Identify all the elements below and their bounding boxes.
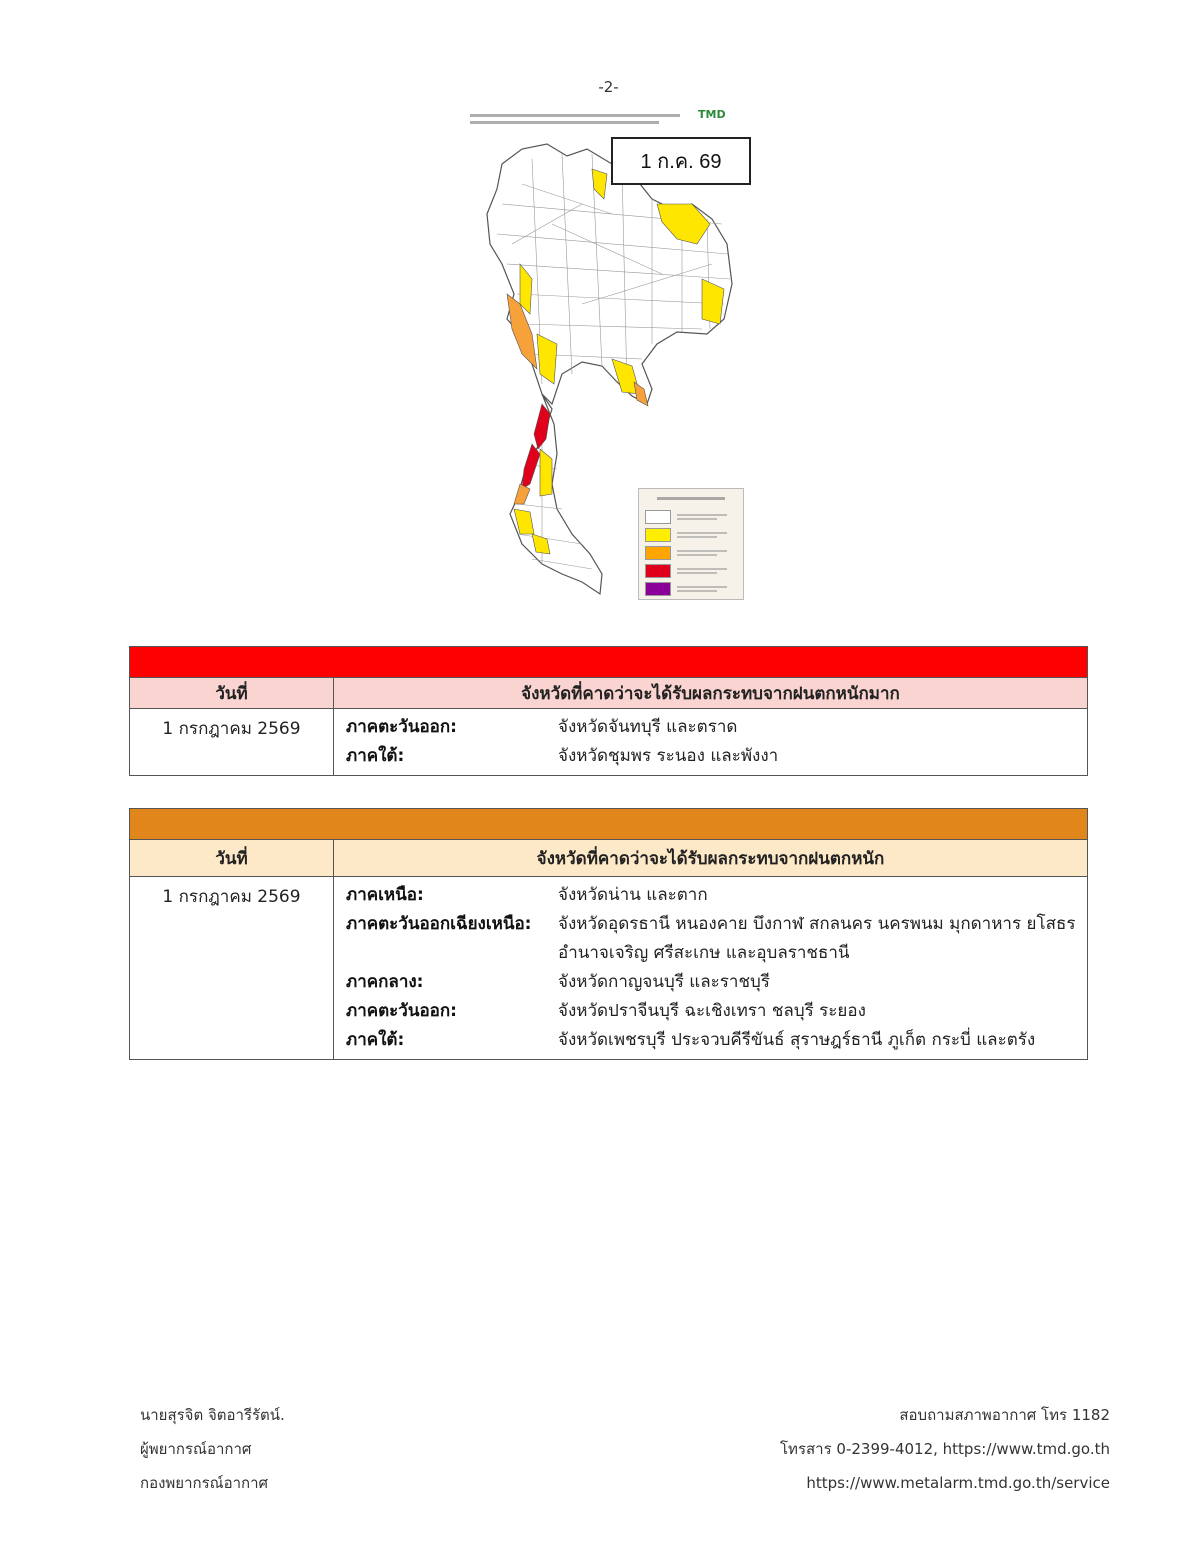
region-provinces: จังหวัดน่าน และตาก [558, 885, 708, 905]
region-row [346, 1026, 1077, 1055]
orange-warning-banner [130, 809, 1088, 840]
region-provinces: จังหวัดกาญจนบุรี และราชบุรี [558, 972, 770, 992]
region-name: ภาคเหนือ: [346, 885, 424, 905]
region-row [346, 742, 1077, 771]
legend-swatch [645, 582, 671, 596]
red-warning-banner [130, 647, 1088, 678]
region-name: ภาคตะวันออก: [346, 717, 457, 737]
legend-row [645, 544, 743, 562]
tmd-logo: TMD [698, 108, 726, 121]
date-cell: 1 กรกฎาคม 2569 [130, 709, 334, 776]
contact-fax-website[interactable]: โทรสาร 0-2399-4012, https://www.tmd.go.th [780, 1440, 1110, 1458]
region-row [346, 881, 1077, 910]
legend-row [645, 526, 743, 544]
rainfall-map [462, 104, 758, 604]
region-name: ภาคตะวันออก: [346, 1001, 457, 1021]
legend-swatch [645, 510, 671, 524]
very-heavy-rain-table [129, 646, 1088, 776]
date-cell: 1 กรกฎาคม 2569 [130, 877, 334, 1060]
legend-swatch [645, 564, 671, 578]
legend-swatch [645, 528, 671, 542]
region-provinces: จังหวัดปราจีนบุรี ฉะเชิงเทรา ชลบุรี ระยอง [558, 1001, 866, 1021]
legend-swatch [645, 546, 671, 560]
region-provinces: จังหวัดจันทบุรี และตราด [558, 717, 738, 737]
header-provinces: จังหวัดที่คาดว่าจะได้รับผลกระทบจากฝนตกหนักมาก [334, 678, 1088, 709]
legend-row [645, 580, 743, 598]
region-row [346, 997, 1077, 1026]
region-row [346, 910, 1077, 968]
region-name: ภาคกลาง: [346, 972, 424, 992]
region-name: ภาคตะวันออกเฉียงเหนือ: [346, 914, 532, 934]
map-legend [638, 488, 744, 600]
forecast-division: กองพยากรณ์อากาศ [140, 1474, 269, 1492]
region-row [346, 968, 1077, 997]
forecaster-title: ผู้พยากรณ์อากาศ [140, 1440, 252, 1458]
metalarm-link[interactable]: https://www.metalarm.tmd.go.th/service [806, 1474, 1110, 1492]
region-name: ภาคใต้: [346, 746, 405, 766]
region-provinces: จังหวัดเพชรบุรี ประจวบคีรีขันธ์ สุราษฎร์ธานี ภูเก็ต กระบี่ และตรัง [558, 1030, 1036, 1050]
header-date: วันที่ [130, 678, 334, 709]
legend-row [645, 508, 743, 526]
map-date-box: 1 ก.ค. 69 [611, 137, 751, 185]
region-provinces: จังหวัดอุดรธานี หนองคาย บึงกาฬ สกลนคร นครพนม มุกดาหาร ยโสธร อำนาจเจริญ ศรีสะเกษ และอุบลราชธานี [558, 914, 1076, 963]
region-provinces: จังหวัดชุมพร ระนอง และพังงา [558, 746, 779, 766]
page-number: -2- [598, 78, 619, 96]
contact-phone: สอบถามสภาพอากาศ โทร 1182 [899, 1406, 1110, 1424]
footer-signature [140, 1398, 285, 1500]
forecaster-name: นายสุรจิต จิตอารีรัตน์. [140, 1406, 285, 1424]
legend-row [645, 562, 743, 580]
region-cell [334, 877, 1088, 1060]
header-date: วันที่ [130, 840, 334, 877]
footer-contact [780, 1398, 1110, 1500]
region-row [346, 713, 1077, 742]
heavy-rain-table [129, 808, 1088, 1060]
region-name: ภาคใต้: [346, 1030, 405, 1050]
region-cell [334, 709, 1088, 776]
header-provinces: จังหวัดที่คาดว่าจะได้รับผลกระทบจากฝนตกหนัก [334, 840, 1088, 877]
